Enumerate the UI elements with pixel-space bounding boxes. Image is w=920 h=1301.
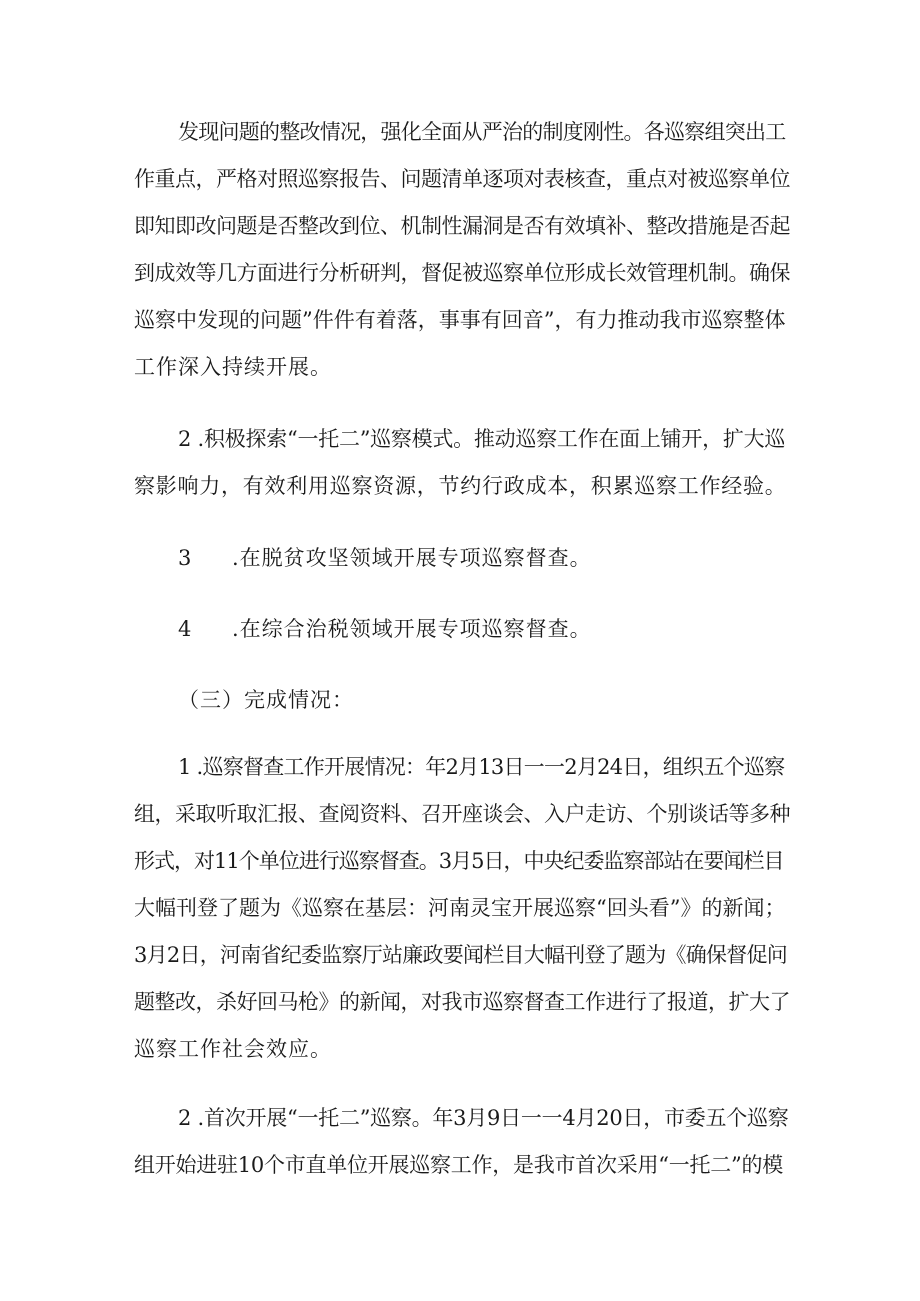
paragraph-line: 组开始进驻10个市直单位开展巡察工作，是我市首次采用“一托二”的模 xyxy=(134,1153,783,1177)
list-item-text: .在综合治税领域开展专项巡察督查。 xyxy=(232,617,592,641)
list-item-3 xyxy=(178,544,592,572)
section-heading: （三）完成情况： xyxy=(178,688,354,712)
paragraph-line: 题整改，杀好回马枪》的新闻，对我市巡察督查工作进行了报道，扩大了 xyxy=(134,990,790,1014)
paragraph-line: 大幅刊登了题为《巡察在基层：河南灵宝开展巡察“回头看”》的新闻； xyxy=(134,896,786,920)
paragraph-line: 形式，对11个单位进行巡察督查。3月5日，中央纪委监察部站在要闻栏目 xyxy=(134,849,784,873)
list-item-4 xyxy=(178,615,592,643)
paragraph-line: 巡察中发现的问题”件件有着落，事事有回音”，有力推动我市巡察整体 xyxy=(134,308,786,332)
paragraph-line: 2 .首次开展“一托二”巡察。年3月9日一一4月20日，市委五个巡察 xyxy=(178,1106,789,1130)
list-item-text: .在脱贫攻坚领域开展专项巡察督查。 xyxy=(232,546,592,570)
paragraph-line: 1 .巡察督查工作开展情况：年2月13日一一2月24日，组织五个巡察 xyxy=(178,755,785,779)
list-item-line: 2 .积极探索“一托二”巡察模式。推动巡察工作在面上铺开，扩大巡 xyxy=(178,427,786,451)
paragraph-line: 到成效等几方面进行分析研判，督促被巡察单位形成长效管理机制。确保 xyxy=(134,261,790,285)
paragraph-line: 组，采取听取汇报、查阅资料、召开座谈会、入户走访、个别谈话等多种 xyxy=(134,802,790,826)
list-item-line: 察影响力，有效利用巡察资源，节约行政成本，积累巡察工作经验。 xyxy=(134,474,787,498)
paragraph-line: 发现问题的整改情况，强化全面从严治的制度刚性。各巡察组突出工 xyxy=(178,120,786,144)
paragraph-line: 工作深入持续开展。 xyxy=(134,355,332,379)
paragraph-line: 即知即改问题是否整改到位、机制性漏洞是否有效填补、整改措施是否起 xyxy=(134,214,790,238)
paragraph-line: 作重点，严格对照巡察报告、问题清单逐项对表核查，重点对被巡察单位 xyxy=(134,167,790,191)
list-number: 4 xyxy=(178,617,193,641)
paragraph-line: 巡察工作社会效应。 xyxy=(134,1037,332,1061)
list-number: 3 xyxy=(178,546,193,570)
paragraph-line: 3月2日，河南省纪委监察厅站廉政要闻栏目大幅刊登了题为《确保督促问 xyxy=(134,943,787,967)
